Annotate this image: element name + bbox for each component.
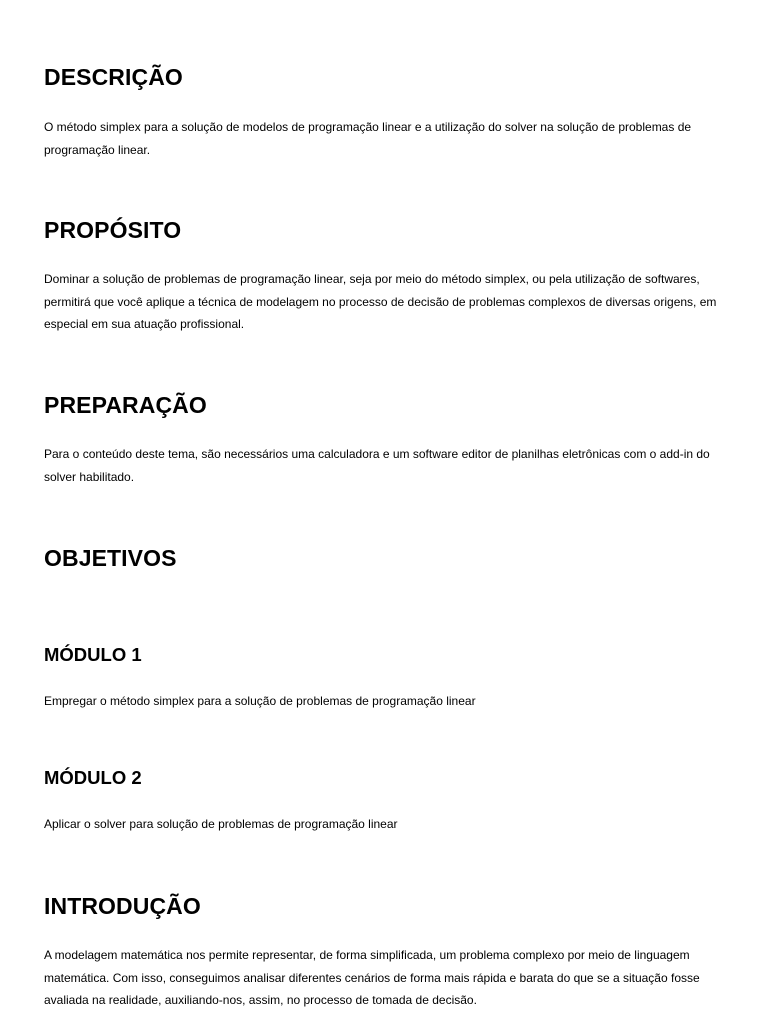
- section-title-proposito: PROPÓSITO: [44, 217, 182, 243]
- section-text-proposito: Dominar a solução de problemas de programação linear, seja por meio do método simplex, ou pela utilização de softwares, permitirá que você aplique a técnica de modelagem no processo de decisão de problemas complexos de diversas origens, em especial em sua atuação profissional.: [44, 272, 717, 331]
- section-title-objetivos: OBJETIVOS: [44, 545, 177, 571]
- module-text-1: Empregar o método simplex para a solução de problemas de programação linear: [44, 694, 476, 708]
- section-text-introducao: A modelagem matemática nos permite representar, de forma simplificada, um problema complexo por meio de linguagem matemática. Com isso, conseguimos analisar diferentes cenários de forma mais rápida e barata do que se a situação fosse avaliada na realidade, auxiliando-nos, assim, no processo de tomada de decisão.: [44, 948, 700, 1007]
- section-text-descricao: O método simplex para a solução de modelos de programação linear e a utilização do solver na solução de problemas de programação linear.: [44, 120, 692, 157]
- module-text-2: Aplicar o solver para solução de problemas de programação linear: [44, 817, 398, 831]
- section-title-descricao: DESCRIÇÃO: [44, 64, 183, 90]
- section-title-preparacao: PREPARAÇÃO: [44, 392, 207, 418]
- module-title-2: MÓDULO 2: [44, 767, 142, 788]
- module-title-1: MÓDULO 1: [44, 644, 142, 665]
- section-text-preparacao: Para o conteúdo deste tema, são necessários uma calculadora e um software editor de planilhas eletrônicas com o add-in do solver habilitado.: [44, 447, 710, 484]
- section-title-introducao: INTRODUÇÃO: [44, 893, 201, 919]
